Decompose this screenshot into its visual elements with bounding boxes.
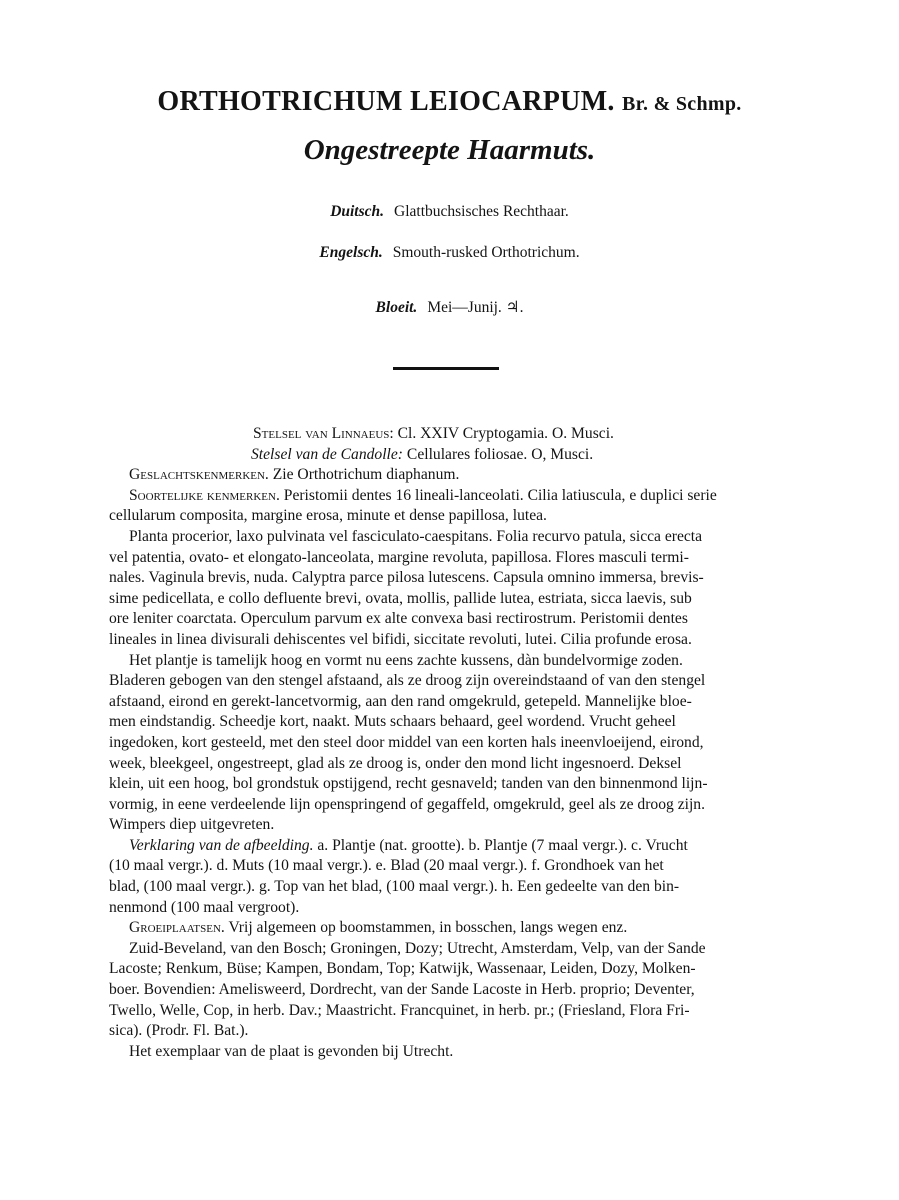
species-label: Soortelijke kenmerken. xyxy=(129,486,280,504)
locality-line: sica). (Prodr. Fl. Bat.). xyxy=(109,1022,249,1040)
genus-text: Zie Orthotrichum diaphanum. xyxy=(272,466,460,484)
figure-explanation xyxy=(109,836,871,857)
closing-note: Het exemplaar van de plaat is gevonden bij Utrecht. xyxy=(129,1042,454,1060)
linnaeus-text: Cl. XXIV Cryptogamia. O. Musci. xyxy=(397,425,614,442)
flowering-period xyxy=(0,298,899,317)
latin-line: vel patentia, ovato- et elongato-lanceolata, margine revoluta, papillosa. Flores masculi termi- xyxy=(109,548,689,566)
species-title xyxy=(0,86,899,118)
candolle-line xyxy=(109,445,871,466)
dutch-line: afstaand, eirond en gerekt-lancetvormig, aan den rand omgekruld, getepeld. Mannelijke bloe- xyxy=(109,692,692,710)
genus-label: Geslachtskenmerken. xyxy=(129,466,269,484)
german-name xyxy=(0,203,899,221)
figure-explanation-label: Verklaring van de afbeelding. xyxy=(129,836,314,854)
figure-explanation-line: blad, (100 maal vergr.). g. Top van het blad, (100 maal vergr.). h. Een gedeelte van den bin- xyxy=(109,878,680,896)
latin-line: sime pedicellata, e collo defluente brevi, ovata, mollis, pallide lutea, estriata, sicca laevis, sub xyxy=(109,589,692,607)
latin-line: ore leniter coarctata. Operculum parvum ex alte convexa basi rectirostrum. Peristomii dentes xyxy=(109,610,688,628)
species-authority: Br. & Schmp. xyxy=(622,93,742,115)
english-label: Engelsch. xyxy=(319,244,383,261)
linnaeus-line xyxy=(109,424,871,445)
flowering-value: Mei—Junij. ♃. xyxy=(427,299,524,316)
candolle-text: Cellulares foliosae. O, Musci. xyxy=(406,445,594,463)
dutch-line: men eindstandig. Scheedje kort, naakt. Muts schaars behaard, geel wordend. Vrucht geheel xyxy=(109,713,676,731)
species-characters xyxy=(109,486,871,507)
dutch-line: klein, uit een hoog, bol grondstuk opstijgend, recht gesnaveld; tanden van den binnenmond lijn- xyxy=(109,775,708,793)
species-text-1: Peristomii dentes 16 lineali-lanceolati. Cilia latiuscula, e duplici serie xyxy=(283,486,717,504)
habitats-text: Vrij algemeen op boomstammen, in bosschen, langs wegen enz. xyxy=(228,919,628,937)
dutch-line: vormig, in eene verdeelende lijn openspringend of gegaffeld, omgekruld, geel als ze droog zijn. xyxy=(109,795,705,813)
locality-line: boer. Bovendien: Amelisweerd, Dordrecht, van der Sande Lacoste in Herb. proprio; Deventer, xyxy=(109,981,695,999)
flowering-label: Bloeit. xyxy=(375,299,418,316)
habitats-label: Groeiplaatsen. xyxy=(129,919,225,937)
body-text xyxy=(109,424,871,1062)
locality-line: Twello, Welle, Cop, in herb. Dav.; Maastricht. Francquinet, in herb. pr.; (Friesland, Flora Fri- xyxy=(109,1001,690,1019)
english-name xyxy=(0,244,899,262)
section-divider xyxy=(393,367,499,370)
figure-explanation-line: nenmond (100 maal vergroot). xyxy=(109,898,300,916)
latin-line: lineales in linea divisurali dehiscentes vel bifidi, siccitate revoluti, lutei. Cilia profunde erosa. xyxy=(109,630,692,648)
latin-line: Planta procerior, laxo pulvinata vel fasciculato-caespitans. Folia recurvo patula, sicca erecta xyxy=(129,527,703,545)
species-text-2: cellularum composita, margine erosa, minute et dense papillosa, lutea. xyxy=(109,507,547,525)
locality-line: Zuid-Beveland, van den Bosch; Groningen, Dozy; Utrecht, Amsterdam, Velp, van der Sande xyxy=(129,939,706,957)
habitats xyxy=(109,918,871,939)
genus-characters xyxy=(109,465,871,486)
latin-line: nales. Vaginula brevis, nuda. Calyptra parce pilosa lutescens. Capsula omnino immersa, brevis- xyxy=(109,569,704,587)
german-label: Duitsch. xyxy=(330,203,385,220)
locality-line: Lacoste; Renkum, Büse; Kampen, Bondam, Top; Katwijk, Wassenaar, Leiden, Dozy, Molken- xyxy=(109,960,696,978)
species-name: ORTHOTRICHUM LEIOCARPUM. xyxy=(157,86,615,117)
dutch-line: ingedoken, kort gesteeld, met den steel door middel van een korten hals ineenvloeijend, eirond, xyxy=(109,733,704,751)
german-value: Glattbuchsisches Rechthaar. xyxy=(394,203,569,220)
dutch-line: Wimpers diep uitgevreten. xyxy=(109,816,275,834)
figure-explanation-text: a. Plantje (nat. grootte). b. Plantje (7 maal vergr.). c. Vrucht xyxy=(317,836,688,854)
dutch-line: Het plantje is tamelijk hoog en vormt nu eens zachte kussens, dàn bundelvormige zoden. xyxy=(129,651,683,669)
dutch-common-name: Ongestreepte Haarmuts. xyxy=(303,134,596,166)
english-value: Smouth-rusked Orthotrichum. xyxy=(392,244,580,261)
figure-explanation-line: (10 maal vergr.). d. Muts (10 maal vergr.). e. Blad (20 maal vergr.). f. Grondhoek van het xyxy=(109,857,664,875)
dutch-line: week, bleekgeel, ongestreept, glad als ze droog is, onder den mond licht ingesnoerd. Deksel xyxy=(109,754,682,772)
linnaeus-label: Stelsel van Linnaeus: xyxy=(253,425,394,442)
dutch-line: Bladeren gebogen van den stengel afstaand, als ze droog zijn overeindstaand of van den stengel xyxy=(109,672,706,690)
candolle-label: Stelsel van de Candolle: xyxy=(251,445,404,463)
